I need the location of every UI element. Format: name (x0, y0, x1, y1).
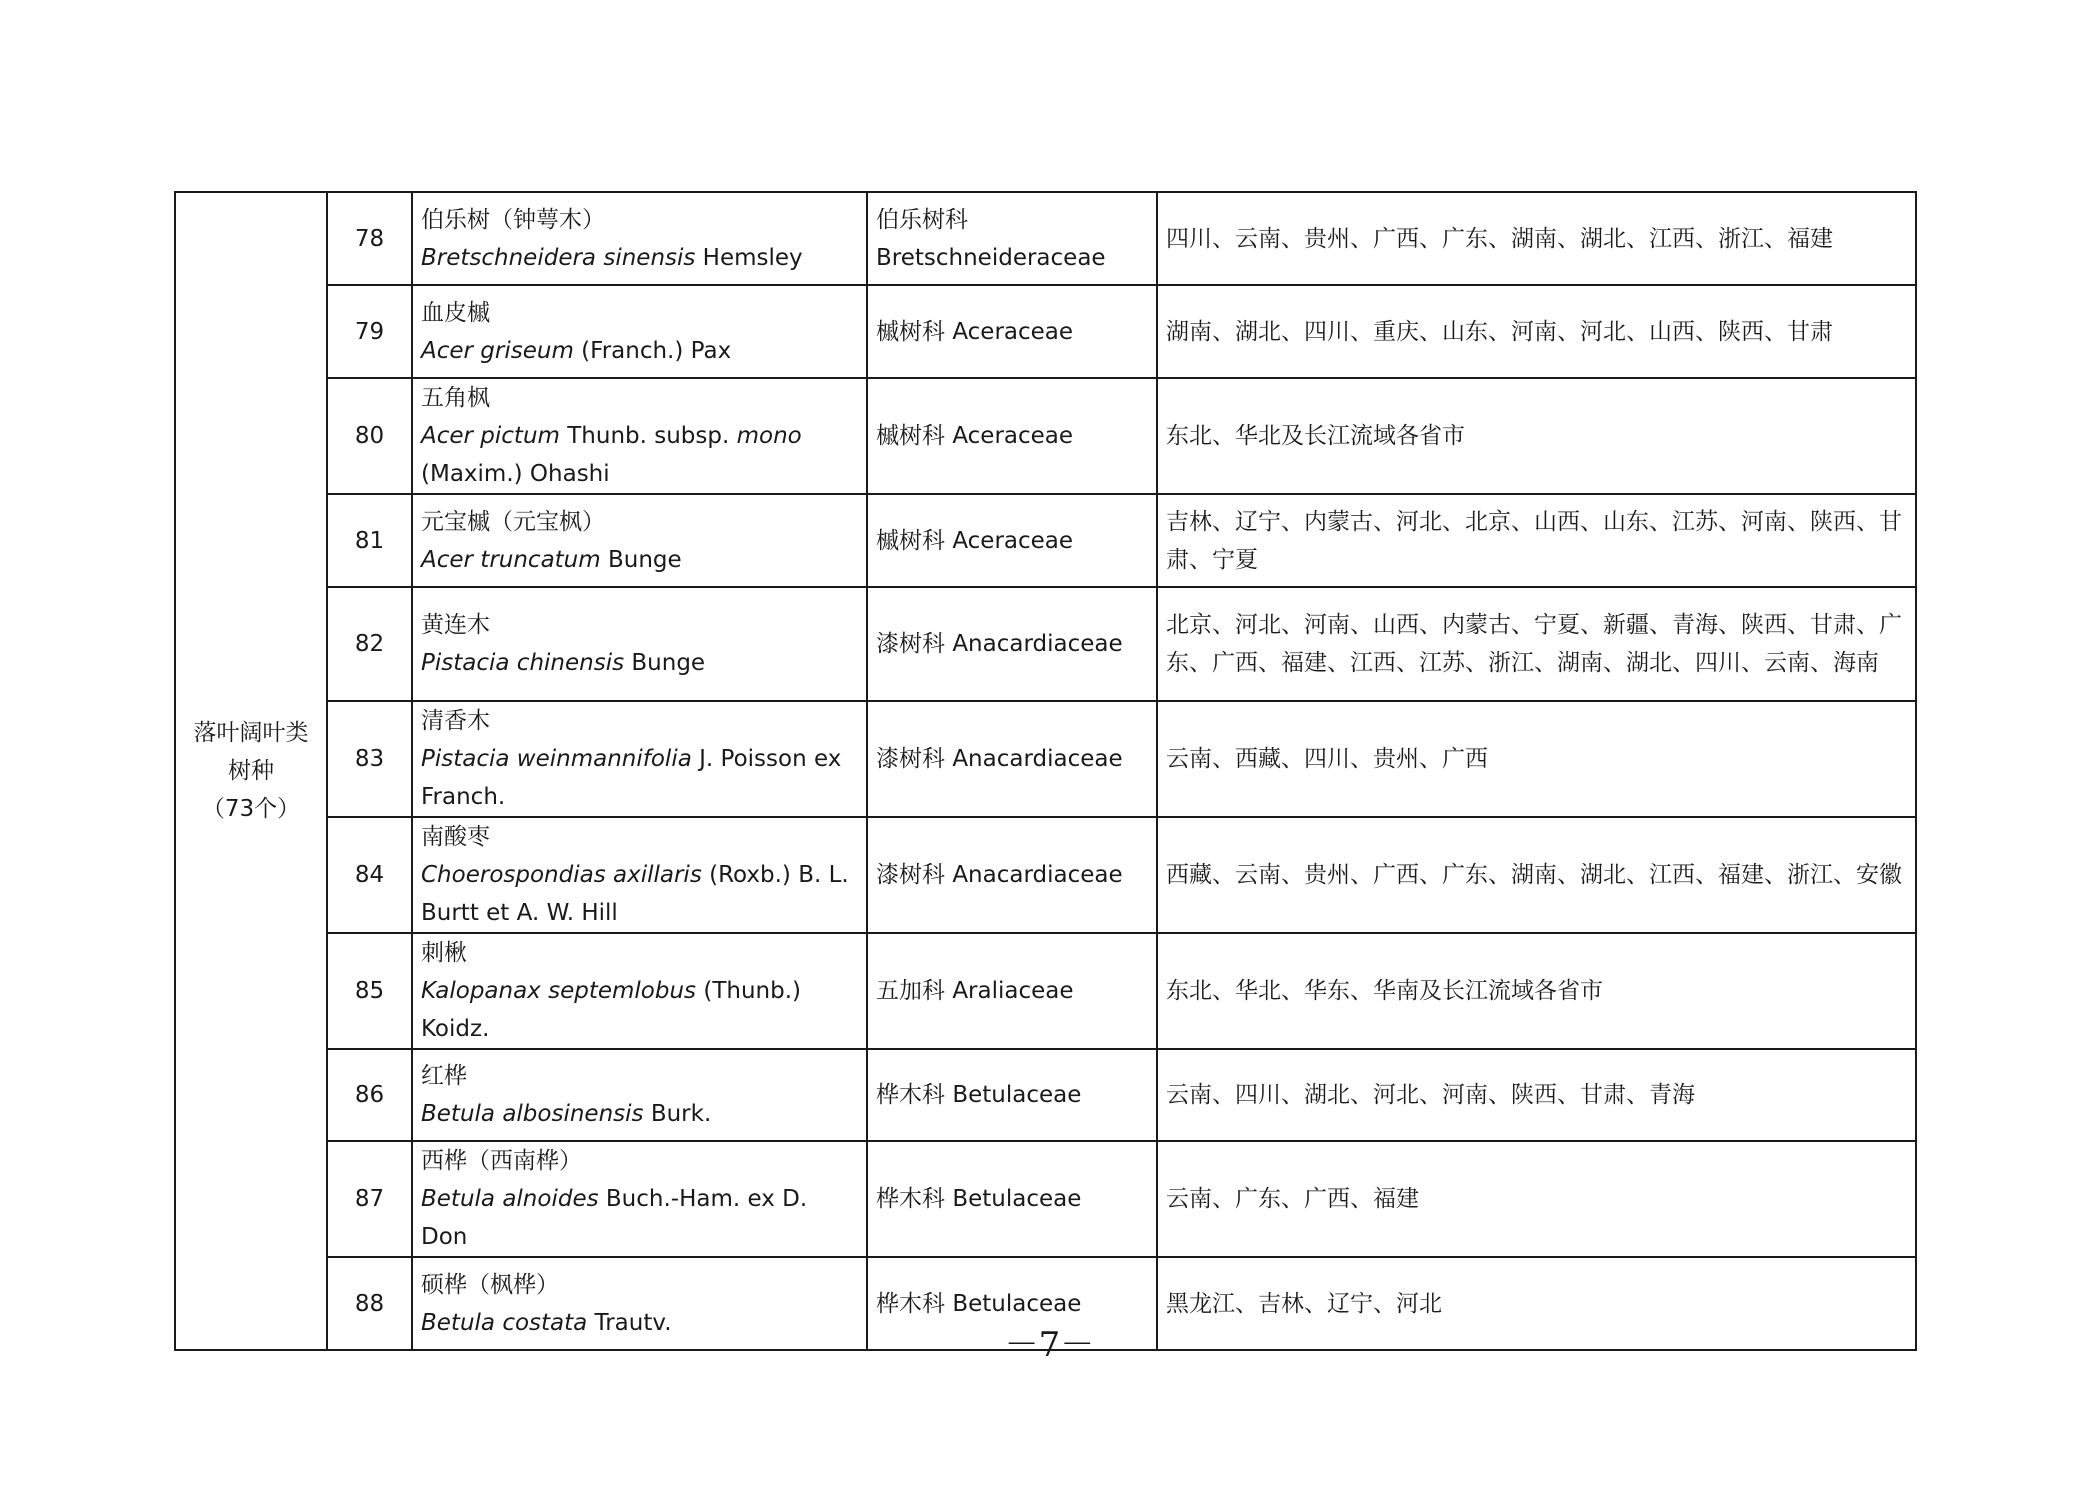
family-cell (867, 1049, 1157, 1141)
scientific-name-authority: Burk. (643, 1101, 712, 1127)
row-number: 83 (327, 701, 412, 817)
scientific-name-authority: Bunge (624, 650, 706, 676)
row-number: 84 (327, 817, 412, 933)
scientific-name-italic: mono (736, 423, 802, 449)
species-scientific-name (421, 650, 705, 676)
species-name-cell (412, 285, 867, 378)
species-scientific-name (421, 862, 849, 926)
page-number: －7－ (1004, 1325, 1095, 1365)
scientific-name-italic: Kalopanax septemlobus (421, 978, 697, 1004)
distribution-cell: 云南、西藏、四川、贵州、广西 (1157, 701, 1916, 817)
table-row (175, 494, 1916, 587)
distribution-cell: 东北、华北及长江流域各省市 (1157, 378, 1916, 494)
family-latin-name: Anacardiaceae (952, 746, 1123, 772)
scientific-name-authority: J. Poisson ex Franch. (421, 746, 842, 810)
family-chinese-name: 桦木科 (876, 1082, 945, 1108)
distribution-cell: 西藏、云南、贵州、广西、广东、湖南、湖北、江西、福建、浙江、安徽 (1157, 817, 1916, 933)
scientific-name-authority: Bunge (600, 546, 682, 573)
table-row (175, 817, 1916, 933)
table-row (175, 701, 1916, 817)
table-row (175, 285, 1916, 378)
family-latin-name: Aceraceae (952, 318, 1074, 345)
category-cell (175, 192, 327, 1350)
family-latin-name: Betulaceae (952, 1290, 1082, 1317)
distribution-cell: 云南、四川、湖北、河北、河南、陕西、甘肃、青海 (1157, 1049, 1916, 1141)
family-latin-name: Aceraceae (952, 423, 1074, 449)
species-chinese-name: 血皮槭 (421, 299, 490, 326)
species-scientific-name (421, 338, 731, 364)
family-chinese-name: 桦木科 (876, 1290, 945, 1317)
category-line1: 落叶阔叶类 (193, 720, 309, 746)
family-latin-name: Anacardiaceae (952, 862, 1123, 888)
row-number: 88 (327, 1257, 412, 1350)
species-scientific-name (421, 547, 682, 573)
row-number: 79 (327, 285, 412, 378)
distribution-cell: 云南、广东、广西、福建 (1157, 1141, 1916, 1257)
family-chinese-name: 伯乐树科 (876, 206, 968, 233)
species-chinese-name: 刺楸 (421, 940, 467, 966)
scientific-name-italic: Betula alnoides (421, 1186, 599, 1212)
scientific-name-italic: Acer griseum (421, 337, 574, 364)
scientific-name-italic: Pistacia chinensis (421, 650, 625, 676)
family-chinese-name: 漆树科 (876, 631, 945, 657)
distribution-cell: 东北、华北、华东、华南及长江流域各省市 (1157, 933, 1916, 1049)
family-latin-name: Betulaceae (952, 1186, 1082, 1212)
scientific-name-authority: (Franch.) Pax (573, 337, 732, 364)
family-cell (867, 933, 1157, 1049)
scientific-name-authority: (Thunb.) Koidz. (421, 978, 801, 1042)
family-latin-name: Anacardiaceae (952, 631, 1123, 657)
family-chinese-name: 槭树科 (876, 527, 945, 554)
family-chinese-name: 槭树科 (876, 318, 945, 345)
species-table-body (175, 192, 1916, 1350)
family-chinese-name: 桦木科 (876, 1186, 945, 1212)
species-scientific-name (421, 1101, 711, 1127)
species-name-cell (412, 817, 867, 933)
table-row (175, 1049, 1916, 1141)
scientific-name-italic: Pistacia weinmannifolia (421, 746, 692, 772)
scientific-name-authority: (Roxb.) B. L. Burtt et A. W. Hill (421, 862, 849, 926)
table-row (175, 1141, 1916, 1257)
family-cell (867, 1141, 1157, 1257)
species-scientific-name (421, 978, 801, 1042)
species-name-cell (412, 1141, 867, 1257)
category-line2: 树种 (228, 758, 274, 784)
family-chinese-name: 五加科 (876, 978, 945, 1004)
species-table (174, 191, 1917, 1351)
species-scientific-name (421, 1186, 807, 1250)
scientific-name-italic: Acer pictum (421, 423, 560, 449)
species-name-cell (412, 701, 867, 817)
distribution-cell: 吉林、辽宁、内蒙古、河北、北京、山西、山东、江苏、河南、陕西、甘肃、宁夏 (1157, 494, 1916, 587)
scientific-name-authority: (Maxim.) Ohashi (421, 461, 610, 487)
family-cell (867, 285, 1157, 378)
species-chinese-name: 元宝槭（元宝枫） (421, 508, 605, 535)
species-chinese-name: 西桦（西南桦） (421, 1148, 582, 1174)
species-name-cell (412, 494, 867, 587)
family-latin-name: Bretschneideraceae (876, 244, 1106, 271)
row-number: 78 (327, 192, 412, 285)
species-name-cell (412, 587, 867, 701)
family-cell (867, 587, 1157, 701)
scientific-name-italic: Bretschneidera sinensis (421, 244, 696, 271)
species-chinese-name: 硕桦（枫桦） (421, 1271, 559, 1298)
species-chinese-name: 五角枫 (421, 385, 490, 411)
row-number: 85 (327, 933, 412, 1049)
species-chinese-name: 清香木 (421, 708, 490, 734)
table-row (175, 933, 1916, 1049)
family-latin-name: Aceraceae (952, 527, 1074, 554)
family-cell (867, 817, 1157, 933)
row-number: 80 (327, 378, 412, 494)
species-name-cell (412, 1049, 867, 1141)
family-chinese-name: 漆树科 (876, 746, 945, 772)
distribution-cell: 四川、云南、贵州、广西、广东、湖南、湖北、江西、浙江、福建 (1157, 192, 1916, 285)
species-scientific-name (421, 245, 803, 271)
distribution-cell: 黑龙江、吉林、辽宁、河北 (1157, 1257, 1916, 1350)
species-chinese-name: 伯乐树（钟萼木） (421, 206, 605, 233)
family-cell (867, 192, 1157, 285)
family-cell (867, 701, 1157, 817)
scientific-name-italic: Acer truncatum (421, 546, 601, 573)
row-number: 82 (327, 587, 412, 701)
species-name-cell (412, 378, 867, 494)
species-name-cell (412, 192, 867, 285)
species-name-cell (412, 933, 867, 1049)
table-row (175, 587, 1916, 701)
table-row (175, 378, 1916, 494)
family-cell (867, 378, 1157, 494)
table-row (175, 192, 1916, 285)
row-number: 86 (327, 1049, 412, 1141)
family-cell (867, 494, 1157, 587)
family-latin-name: Betulaceae (952, 1082, 1082, 1108)
species-chinese-name: 红桦 (421, 1063, 467, 1089)
scientific-name-italic: Betula costata (421, 1309, 588, 1336)
scientific-name-italic: Betula albosinensis (421, 1101, 644, 1127)
species-scientific-name (421, 746, 841, 810)
row-number: 81 (327, 494, 412, 587)
distribution-cell: 北京、河北、河南、山西、内蒙古、宁夏、新疆、青海、陕西、甘肃、广东、广西、福建、江西、江苏、浙江、湖南、湖北、四川、云南、海南 (1157, 587, 1916, 701)
scientific-name-authority: Hemsley (695, 244, 803, 271)
scientific-name-authority: Buch.-Ham. ex D. Don (421, 1186, 808, 1250)
species-chinese-name: 黄连木 (421, 612, 490, 638)
row-number: 87 (327, 1141, 412, 1257)
species-chinese-name: 南酸枣 (421, 824, 490, 850)
family-latin-name: Araliaceae (952, 978, 1074, 1004)
category-line3: （73个） (201, 796, 301, 822)
family-chinese-name: 漆树科 (876, 862, 945, 888)
distribution-cell: 湖南、湖北、四川、重庆、山东、河南、河北、山西、陕西、甘肃 (1157, 285, 1916, 378)
scientific-name-authority: Trautv. (587, 1309, 672, 1336)
species-scientific-name (421, 423, 802, 487)
scientific-name-italic: Choerospondias axillaris (421, 862, 702, 888)
scientific-name-authority: Thunb. subsp. (559, 423, 737, 449)
family-chinese-name: 槭树科 (876, 423, 945, 449)
